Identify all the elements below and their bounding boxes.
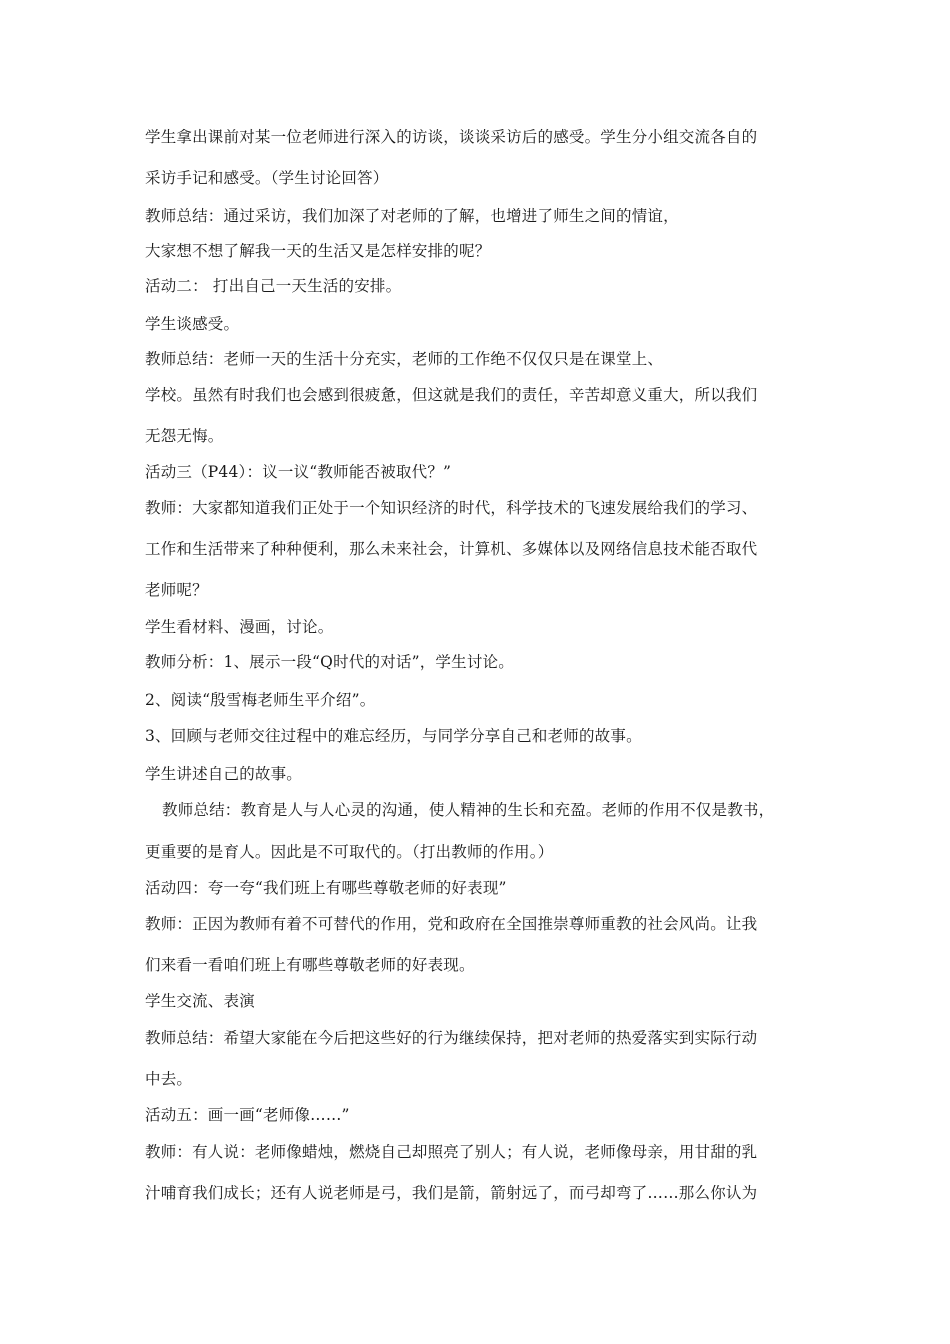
text-line: 学生拿出课前对某一位老师进行深入的访谈，谈谈采访后的感受。学生分小组交流各自的 [145,128,758,146]
text-line: 学生谈感受。 [145,315,240,333]
text-line: 老师呢？ [145,581,208,599]
text-line: 中去。 [145,1070,193,1088]
text-line: 2、阅读“殷雪梅老师生平介绍”。 [145,691,376,709]
text-line: 教师：有人说：老师像蜡烛，燃烧自己却照亮了别人；有人说，老师像母亲，用甘甜的乳 [145,1143,758,1161]
text-line: 活动三（P44）：议一议“教师能否被取代？” [145,463,452,481]
text-line: 教师总结：希望大家能在今后把这些好的行为继续保持，把对老师的热爱落实到实际行动 [145,1029,758,1047]
text-line: 无怨无悔。 [145,427,224,445]
text-line: 3、回顾与老师交往过程中的难忘经历，与同学分享自己和老师的故事。 [145,727,642,745]
text-line: 教师总结：老师一天的生活十分充实，老师的工作绝不仅仅只是在课堂上、 [145,350,664,368]
text-line: 教师总结：通过采访，我们加深了对老师的了解，也增进了师生之间的情谊， [145,207,679,225]
text-line: 学校。虽然有时我们也会感到很疲惫，但这就是我们的责任，辛苦却意义重大，所以我们 [145,386,758,404]
text-line: 采访手记和感受。（学生讨论回答） [145,169,389,187]
text-line: 教师总结：教育是人与人心灵的沟通，使人精神的生长和充盈。老师的作用不仅是教书， [162,801,775,819]
text-line: 学生讲述自己的故事。 [145,765,303,783]
text-line: 更重要的是育人。因此是不可取代的。（打出教师的作用。） [145,843,554,861]
text-line: 活动二： 打出自己一天生活的安排。 [145,277,402,295]
text-line: 大家想不想了解我一天的生活又是怎样安排的呢？ [145,242,491,260]
text-line: 教师：正因为教师有着不可替代的作用，党和政府在全国推崇尊师重教的社会风尚。让我 [145,915,758,933]
text-line: 学生看材料、漫画，讨论。 [145,618,334,636]
text-line: 们来看一看咱们班上有哪些尊敬老师的好表现。 [145,956,475,974]
text-line: 工作和生活带来了种种便利，那么未来社会，计算机、多媒体以及网络信息技术能否取代 [145,540,758,558]
text-line: 活动五：画一画“老师像……” [145,1106,350,1124]
text-line: 汁哺育我们成长；还有人说老师是弓，我们是箭，箭射远了，而弓却弯了……那么你认为 [145,1184,758,1202]
text-line: 教师分析：1、展示一段“Q时代的对话”，学生讨论。 [145,653,514,671]
text-line: 活动四：夸一夸“我们班上有哪些尊敬老师的好表现” [145,879,507,897]
text-line: 学生交流、表演 [145,992,255,1010]
text-line: 教师：大家都知道我们正处于一个知识经济的时代，科学技术的飞速发展给我们的学习、 [145,499,758,517]
